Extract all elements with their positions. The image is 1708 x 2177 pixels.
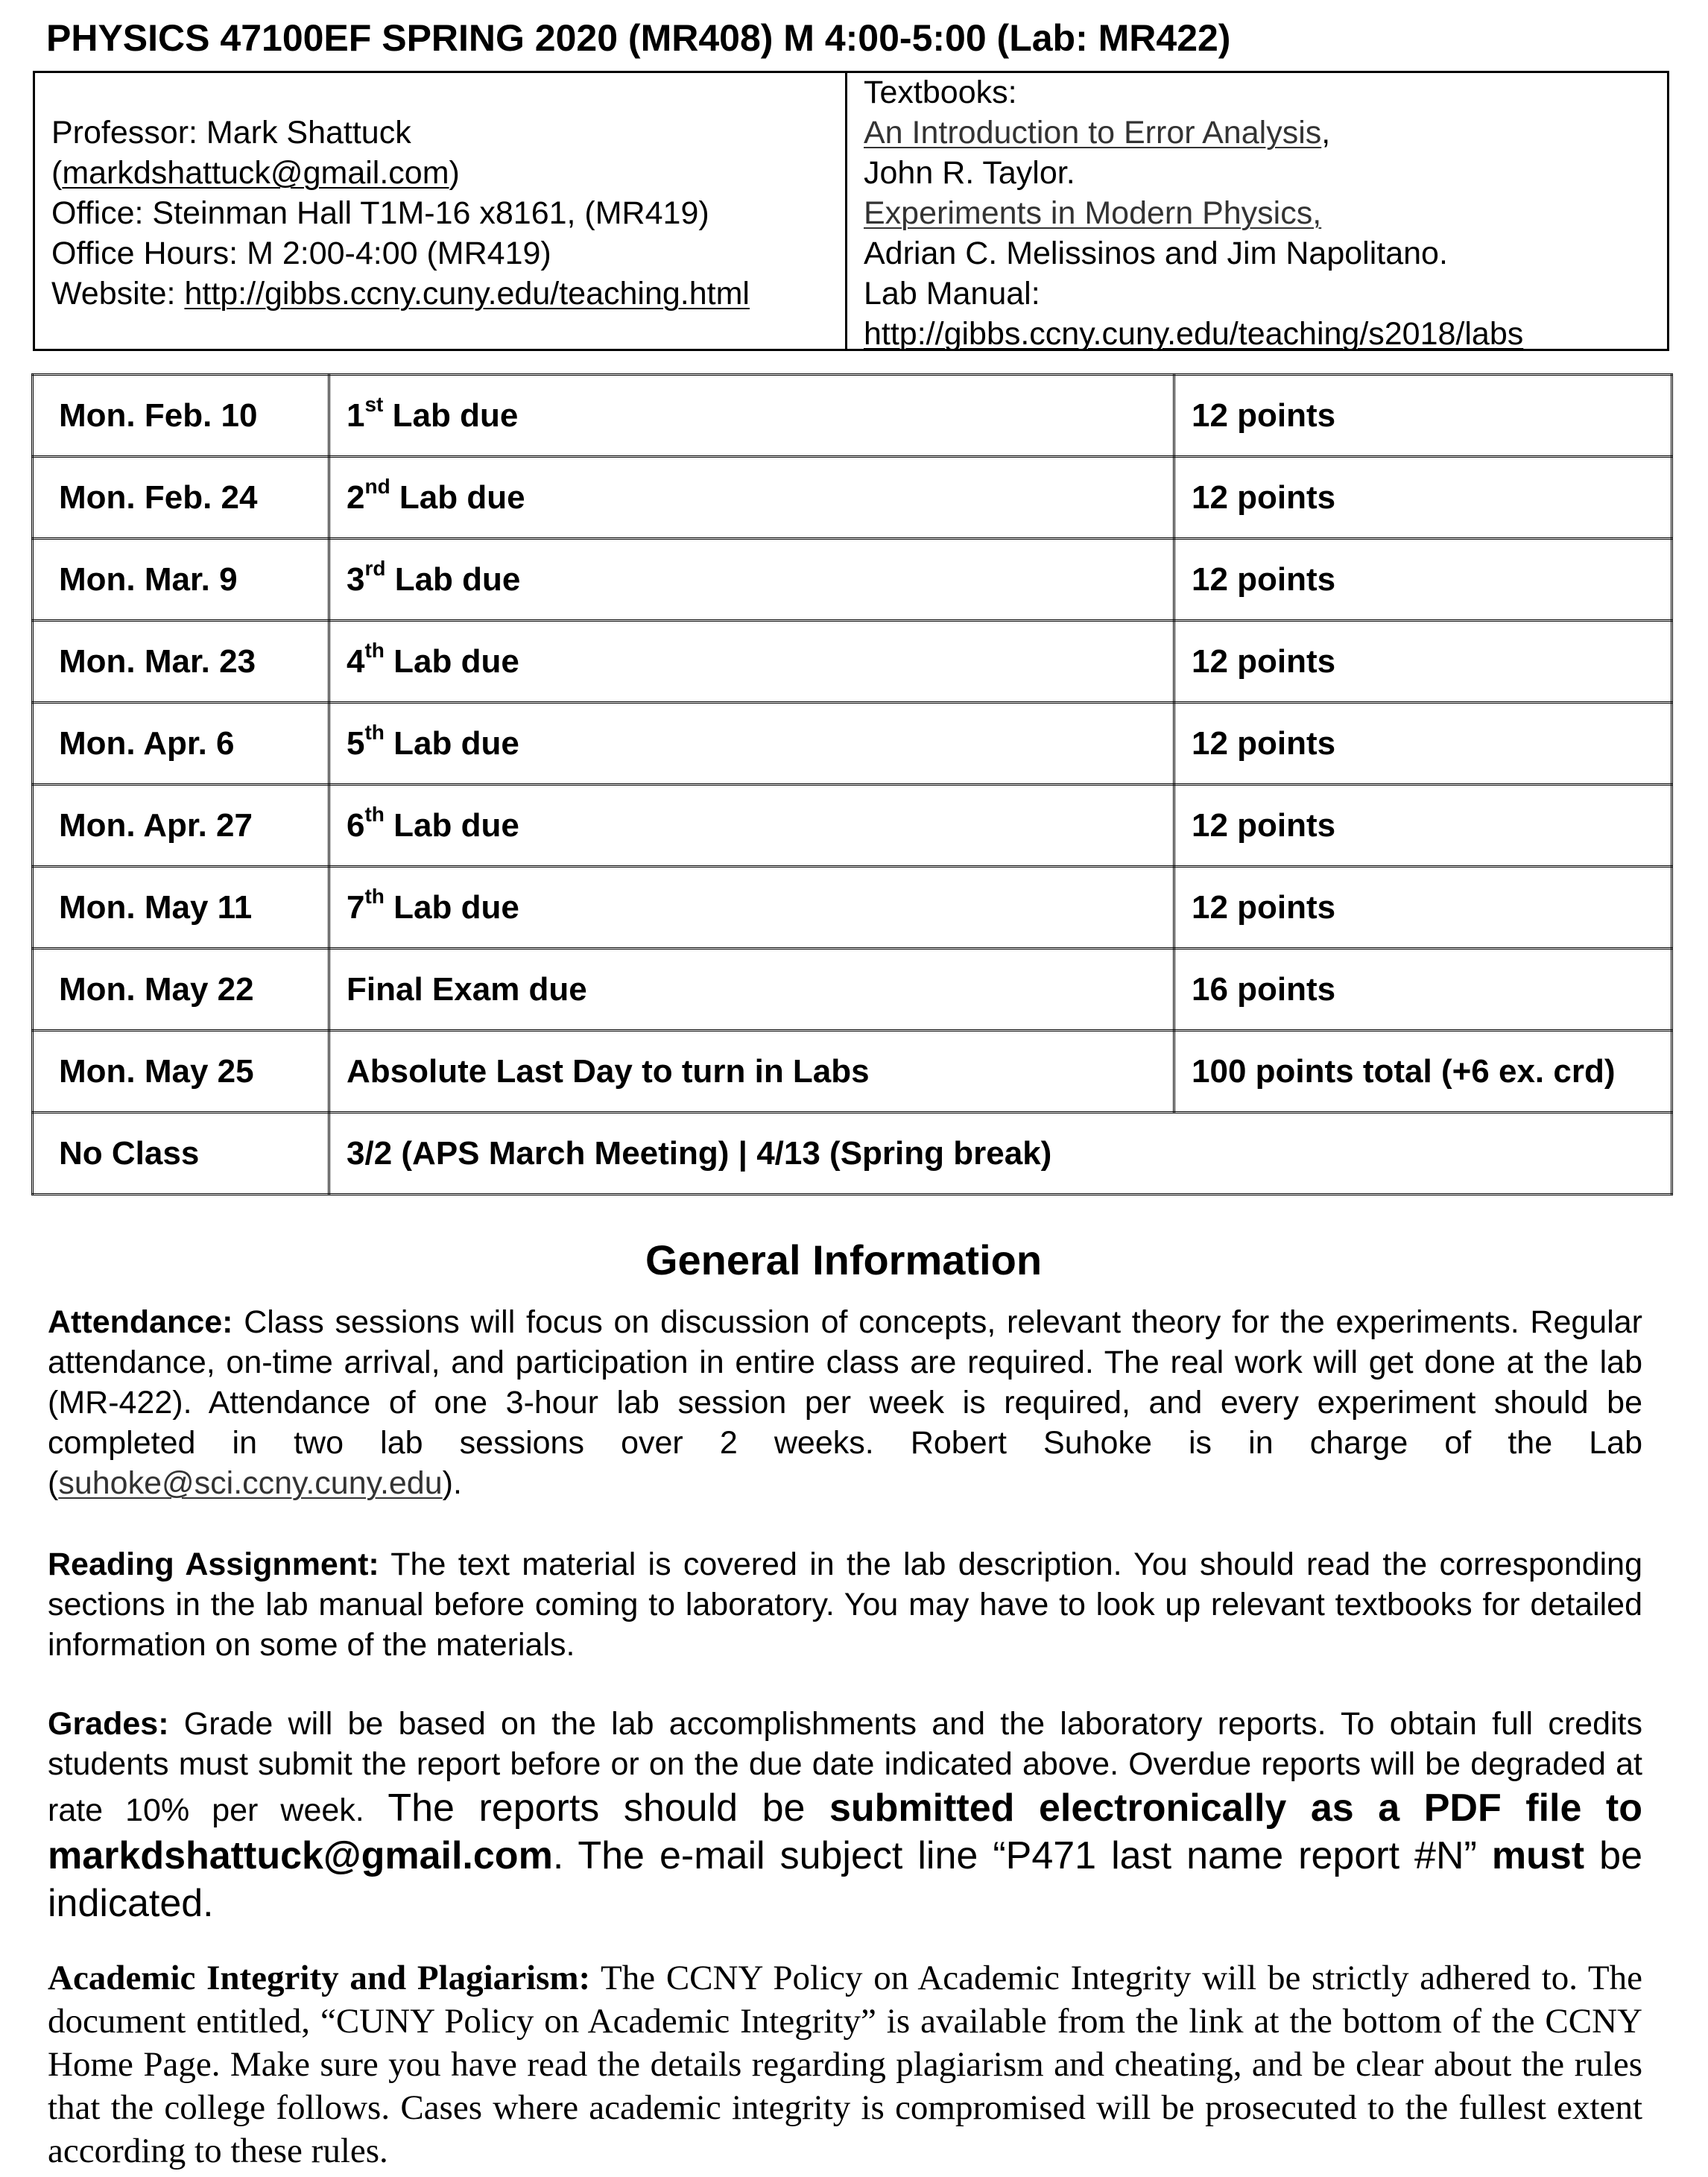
integrity-text: The CCNY Policy on Academic Integrity will be strictly adhered to. The document entitled, “CUNY Policy on Academic Integrity” is available from the link at the bottom of the CCNY Home Page. Make sure you have read the details regarding plagiarism and cheating, and be clear about the rules that the college follows. Cases where academic integrity is compromised will be prosecuted to the fullest extent according to these rules. (48, 1959, 1642, 2170)
no-class-dates: 3/2 (APS March Meeting) | 4/13 (Spring break) (329, 1113, 1672, 1195)
no-class-label: No Class (33, 1113, 329, 1195)
item-num: 1 (347, 396, 365, 434)
grades-must: must (1491, 1834, 1585, 1877)
page-title: PHYSICS 47100EF SPRING 2020 (MR408) M 4:00-5:00 (Lab: MR422) (46, 17, 1231, 59)
schedule-item (329, 867, 1174, 949)
schedule-item (329, 785, 1174, 867)
schedule-row (33, 375, 1672, 457)
schedule-points: 12 points (1174, 539, 1672, 621)
item-text: Lab due (384, 806, 519, 844)
item-text: Lab due (390, 478, 525, 516)
item-text: Lab due (384, 642, 519, 680)
item-ordinal: nd (364, 474, 390, 498)
book2-author: Adrian C. Melissinos and Jim Napolitano. (864, 236, 1448, 271)
email-close-paren: ) (449, 155, 460, 191)
schedule-points: 100 points total (+6 ex. crd) (1174, 1031, 1672, 1113)
schedule-item (329, 375, 1174, 457)
item-ordinal: th (364, 638, 385, 662)
schedule-points: 12 points (1174, 703, 1672, 785)
book2-line (864, 193, 1669, 233)
integrity-paragraph (48, 1956, 1642, 2173)
general-info-heading: General Information (645, 1236, 1043, 1283)
schedule-row (33, 1031, 1672, 1113)
website-label: Website: (51, 276, 185, 312)
item-text: Lab due (384, 724, 519, 762)
reading-text: The text material is covered in the lab description. You should read the corresponding sections in the lab manual before coming to laboratory. You may have to look up relevant textbooks for detailed information on some of the materials. (48, 1546, 1642, 1663)
schedule-row (33, 703, 1672, 785)
integrity-label: Academic Integrity and Plagiarism: (48, 1959, 591, 1997)
item-ordinal: th (364, 884, 385, 908)
item-num: 3 (347, 560, 365, 598)
grades-submission-text: The reports should be (364, 1786, 829, 1830)
textbook-info (864, 72, 1669, 354)
info-divider (845, 73, 847, 349)
schedule-row (33, 621, 1672, 703)
grades-label: Grades: (48, 1706, 169, 1742)
item-ordinal: st (364, 392, 384, 416)
item-text: Absolute Last Day to turn in Labs (347, 1052, 870, 1090)
schedule-points: 12 points (1174, 457, 1672, 539)
professor-name: Professor: Mark Shattuck (51, 115, 411, 151)
grades-submission-bold: submitted electronically as a PDF file to markdshattuck@gmail.com (48, 1786, 1642, 1877)
item-num: 2 (347, 478, 365, 516)
item-text: Lab due (383, 396, 519, 434)
schedule-item (329, 539, 1174, 621)
lab-manual-line (864, 314, 1669, 354)
item-ordinal: th (364, 720, 385, 744)
grades-subject-text: . The e-mail subject line “P471 last name report #N” (552, 1834, 1492, 1877)
schedule-body (33, 375, 1672, 1195)
schedule-row (33, 457, 1672, 539)
schedule-row (33, 539, 1672, 621)
schedule-row (33, 785, 1672, 867)
schedule-table (31, 373, 1673, 1195)
schedule-item (329, 1031, 1174, 1113)
schedule-date: Mon. Apr. 27 (33, 785, 329, 867)
grades-paragraph (48, 1704, 1642, 1927)
schedule-points: 12 points (1174, 621, 1672, 703)
email-open-paren: ( (51, 155, 63, 191)
website-link[interactable]: http://gibbs.ccny.cuny.edu/teaching.html (184, 276, 750, 312)
attendance-end: ). (442, 1465, 462, 1501)
textbooks-label: Textbooks: (864, 75, 1017, 110)
item-num: 6 (347, 806, 365, 844)
lab-manual-label: Lab Manual: (864, 276, 1040, 312)
reading-paragraph (48, 1544, 1642, 1665)
item-num: 7 (347, 888, 365, 926)
schedule-item (329, 621, 1174, 703)
schedule-points: 12 points (1174, 375, 1672, 457)
item-num: 5 (347, 724, 365, 762)
schedule-date: Mon. Feb. 24 (33, 457, 329, 539)
item-text: Lab due (384, 888, 519, 926)
book2-title-link[interactable]: Experiments in Modern Physics, (864, 195, 1322, 231)
schedule-row (33, 949, 1672, 1031)
schedule-date: Mon. May 25 (33, 1031, 329, 1113)
schedule-date: Mon. Apr. 6 (33, 703, 329, 785)
schedule-date: Mon. Mar. 9 (33, 539, 329, 621)
no-class-row (33, 1113, 1672, 1195)
book1-line (864, 113, 1669, 153)
schedule-item (329, 949, 1174, 1031)
schedule-date: Mon. May 11 (33, 867, 329, 949)
item-text: Final Exam due (347, 970, 587, 1008)
attendance-paragraph (48, 1302, 1642, 1503)
grades-end: be indicated. (48, 1834, 1642, 1925)
course-info-box (33, 71, 1669, 351)
item-num: 4 (347, 642, 365, 680)
attendance-text: Class sessions will focus on discussion of concepts, relevant theory for the experiments. Regular attendance, on-time arrival, and participation in entire class are required. The real work will get done at the lab (MR-422). Attendance of one 3-hour lab session per week is required, and every experiment should be completed in two lab sessions over 2 weeks. Robert Suhoke is in charge of the Lab ( (48, 1304, 1642, 1501)
reading-label: Reading Assignment: (48, 1546, 379, 1582)
book1-title-link[interactable]: An Introduction to Error Analysis (864, 115, 1322, 151)
lab-email-link[interactable]: suhoke@sci.ccny.cuny.edu (58, 1465, 443, 1501)
book1-author: John R. Taylor. (864, 155, 1075, 191)
schedule-item (329, 703, 1174, 785)
item-ordinal: rd (364, 556, 386, 580)
schedule-date: Mon. Mar. 23 (33, 621, 329, 703)
office-location: Office: Steinman Hall T1M-16 x8161, (MR419) (51, 195, 709, 231)
office-hours: Office Hours: M 2:00-4:00 (MR419) (51, 236, 551, 271)
attendance-label: Attendance: (48, 1304, 233, 1340)
schedule-date: Mon. Feb. 10 (33, 375, 329, 457)
instructor-info (51, 113, 841, 314)
schedule-row (33, 867, 1672, 949)
book1-comma: , (1321, 115, 1331, 151)
professor-email-line (51, 153, 841, 193)
grades-text: Grade will be based on the lab accomplishments and the laboratory reports. To obtain full credits students must submit the report before or on the due date indicated above. Overdue reports will be degraded at rate 10% per week. (48, 1706, 1642, 1828)
schedule-item (329, 457, 1174, 539)
website-line (51, 274, 841, 314)
professor-email-link[interactable]: markdshattuck@gmail.com (62, 155, 449, 191)
schedule-date: Mon. May 22 (33, 949, 329, 1031)
item-ordinal: th (364, 802, 385, 826)
schedule-points: 12 points (1174, 867, 1672, 949)
schedule-points: 16 points (1174, 949, 1672, 1031)
schedule-points: 12 points (1174, 785, 1672, 867)
item-text: Lab due (385, 560, 521, 598)
lab-manual-link[interactable]: http://gibbs.ccny.cuny.edu/teaching/s2018/labs (864, 316, 1524, 352)
